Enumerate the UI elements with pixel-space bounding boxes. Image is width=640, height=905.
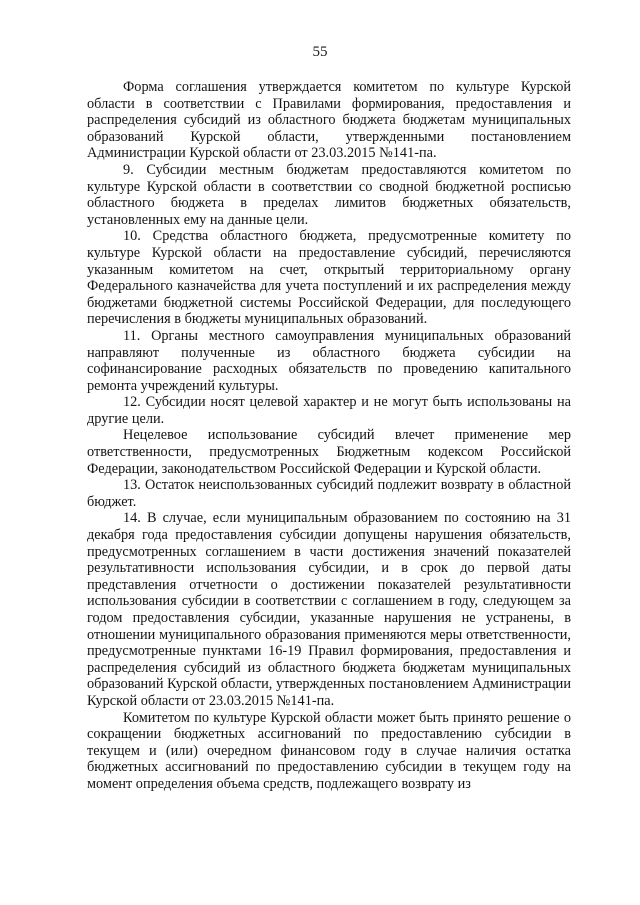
document-body bbox=[87, 79, 571, 793]
paragraph-misuse-liability: Нецелевое использование субсидий влечет применение мер ответственности, предусмотренных Бюджетным кодексом Российской Федерации, законодательством Российской Федерации и Курской области. bbox=[87, 427, 571, 477]
page-number: 55 bbox=[312, 44, 328, 60]
paragraph-agreement-form: Форма соглашения утверждается комитетом по культуре Курской области в соответствии с Правилами формирования, предоставления и распределения субсидий из областного бюджета бюджетам муниципальных образований Курской области, утвержденными постановлением Администрации Курской области от 23.03.2015 №141-па. bbox=[87, 79, 571, 162]
paragraph-committee-decision: Комитетом по культуре Курской области может быть принято решение о сокращении бюджетных ассигнований по предоставлению субсидии в текущем и (или) очередном финансовом году в случае наличия остатка бюджетных ассигнований по предоставлению субсидии в текущем году на момент определения объема средств, подлежащего возврату из bbox=[87, 709, 571, 792]
paragraph-item-14: 14. В случае, если муниципальным образованием по состоянию на 31 декабря года предоставления субсидии допущены нарушения обязательств, предусмотренных соглашением в части достижения значений показателей результативности использования субсидии, и в срок до первой даты представления отчетности о достижении показателей результативности использования субсидии в соответствии с соглашением в году, следующем за годом предоставления субсидии, указанные нарушения не устранены, в отношении муниципального образования применяются меры ответственности, предусмотренные пунктами 16-19 Правил формирования, предоставления и распределения субсидий из областного бюджета бюджетам муниципальных образований Курской области, утвержденных постановлением Администрации Курской области от 23.03.2015 №141-па. bbox=[87, 510, 571, 709]
paragraph-item-10: 10. Средства областного бюджета, предусмотренные комитету по культуре Курской области на предоставление субсидий, перечисляются указанным комитетом на счет, открытый территориальному органу Федерального казначейства для учета поступлений и их распределения между бюджетами бюджетной системы Российской Федерации, для последующего перечисления в бюджеты муниципальных образований. bbox=[87, 228, 571, 328]
paragraph-item-13: 13. Остаток неиспользованных субсидий подлежит возврату в областной бюджет. bbox=[87, 477, 571, 510]
paragraph-item-12: 12. Субсидии носят целевой характер и не могут быть использованы на другие цели. bbox=[87, 394, 571, 427]
paragraph-item-9: 9. Субсидии местным бюджетам предоставляются комитетом по культуре Курской области в соответствии со сводной бюджетной росписью областного бюджета в пределах лимитов бюджетных обязательств, установленных ему на данные цели. bbox=[87, 161, 571, 228]
paragraph-item-11: 11. Органы местного самоуправления муниципальных образований направляют полученные из областного бюджета субсидии на софинансирование расходных обязательств по проведению капитального ремонта учреждений культуры. bbox=[87, 327, 571, 394]
